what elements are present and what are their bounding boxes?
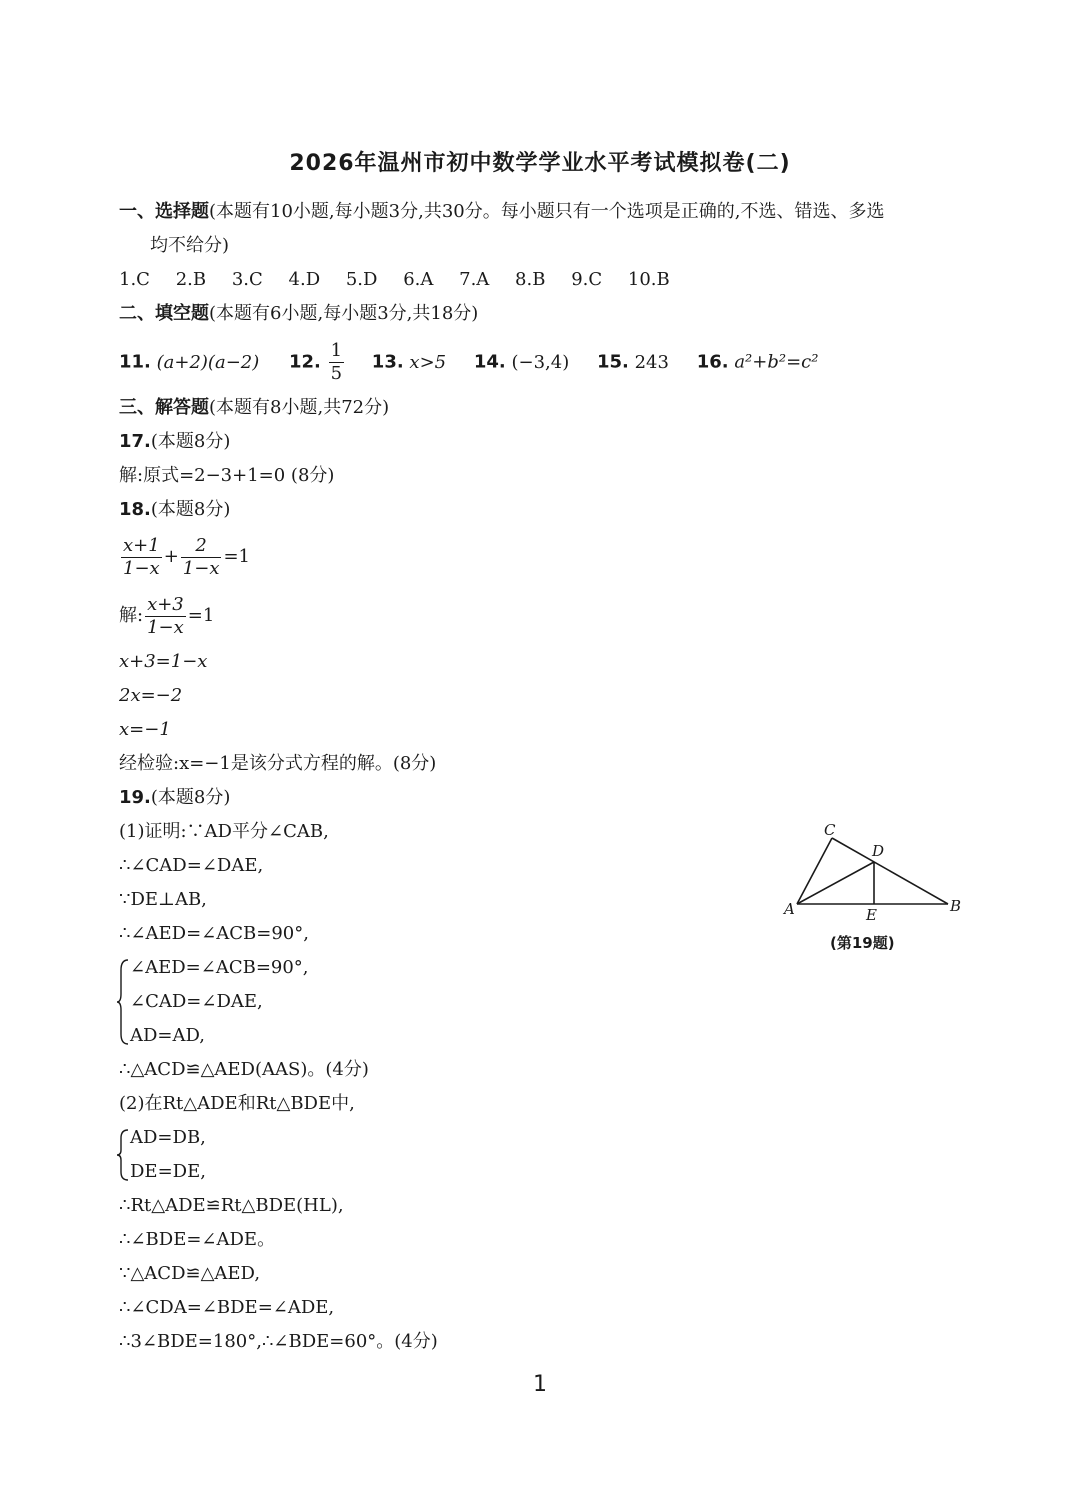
answer-12-denominator: 5 (330, 363, 343, 384)
q18-label: 18. (119, 499, 151, 520)
q19-p2-line-5: ∴∠CDA=∠BDE=∠ADE, (119, 1297, 335, 1318)
q18-step-3: x=−1 (119, 719, 171, 740)
q19-system1-line-3: AD=AD, (130, 1025, 206, 1046)
q17-score: (本题8分) (150, 431, 231, 452)
section2-desc: (本题有6小题,每小题3分,共18分) (209, 303, 479, 324)
vertex-label-E: E (866, 906, 877, 924)
vertex-label-C: C (824, 821, 836, 839)
q18-sol-prefix: 解: (119, 605, 144, 626)
section1-desc: (本题有10小题,每小题3分,共30分。每小题只有一个选项是正确的,不选、错选、多选 (209, 201, 885, 222)
q18-eq-fraction-1 (121, 535, 162, 580)
answer-11-num: 11. (119, 351, 151, 373)
answer-15: 243 (634, 351, 669, 373)
q19-p1-line-3: ∵DE⊥AB, (119, 889, 207, 910)
q18-score: (本题8分) (150, 499, 231, 520)
q18-sol-numerator: x+3 (147, 593, 184, 615)
answer-6: 6.A (403, 269, 434, 290)
q18-eq-numerator-2: 2 (181, 535, 222, 558)
q18-header (119, 498, 230, 522)
q19-system1-line-2: ∠CAD=∠DAE, (130, 991, 263, 1012)
answer-16: a²+b²=c² (734, 351, 819, 373)
answer-5: 5.D (345, 269, 378, 290)
section1-desc-cont: 均不给分) (150, 235, 230, 256)
answer-12-numerator: 1 (330, 340, 343, 361)
q17-label: 17. (119, 431, 151, 452)
answer-2: 2.B (175, 269, 207, 290)
q19-system2-line-1: AD=DB, (130, 1127, 206, 1148)
q18-eq-numerator-1: x+1 (123, 534, 160, 556)
q19-label: 19. (119, 787, 151, 808)
q18-sol-rhs: =1 (187, 605, 215, 626)
vertex-label-A: A (784, 900, 795, 918)
answer-12-fraction (329, 340, 344, 385)
answer-1: 1.C (119, 269, 150, 290)
answer-14: (−3,4) (511, 351, 570, 373)
q18-eq-denominator-1: 1−x (123, 557, 160, 579)
answer-13: x>5 (409, 351, 447, 373)
q17-header (119, 430, 230, 454)
answer-12-num: 12. (288, 351, 321, 373)
q19-system2-line-2: DE=DE, (130, 1161, 206, 1182)
q19-p2-line-6: ∴3∠BDE=180°,∴∠BDE=60°。(4分) (119, 1331, 438, 1352)
q18-eq-rhs: =1 (223, 546, 251, 567)
q18-sol-fraction (145, 594, 186, 639)
section1-header (119, 200, 884, 224)
q18-step-1: x+3=1−x (119, 651, 208, 672)
q19-p1-line-4: ∴∠AED=∠ACB=90°, (119, 923, 309, 944)
q18-eq-plus: + (163, 546, 179, 567)
answer-11: (a+2)(a−2) (156, 351, 260, 373)
q18-solution-start (119, 592, 214, 640)
q19-p2-line-3: ∴∠BDE=∠ADE。 (119, 1229, 276, 1250)
section2-answers (119, 340, 818, 385)
answer-13-num: 13. (371, 351, 404, 373)
section2-heading: 二、填空题 (119, 303, 209, 324)
q19-p1-conclusion: ∴△ACD≌△AED(AAS)。(4分) (119, 1059, 369, 1080)
q17-solution: 解:原式=2−3+1=0 (8分) (119, 465, 335, 486)
answer-14-num: 14. (473, 351, 506, 373)
segment-CB (832, 838, 948, 904)
q19-p2-line-1: (2)在Rt△ADE和Rt△BDE中, (119, 1093, 355, 1114)
q18-step-2: 2x=−2 (119, 685, 183, 706)
q19-system1-line-1: ∠AED=∠ACB=90°, (130, 957, 309, 978)
page-title: 2026年温州市初中数学学业水平考试模拟卷(二) (289, 151, 791, 176)
q19-header (119, 786, 230, 810)
section1-heading: 一、选择题 (119, 201, 209, 222)
q18-eq-denominator-2: 1−x (182, 557, 220, 579)
figure-caption: (第19题) (830, 934, 895, 952)
section1-answers (119, 268, 690, 292)
system-brace-1 (116, 958, 130, 1046)
page-number: 1 (533, 1372, 547, 1397)
q18-equation (119, 533, 250, 581)
q19-p1-line-2: ∴∠CAD=∠DAE, (119, 855, 264, 876)
q19-p1-line-1: (1)证明:∵AD平分∠CAB, (119, 821, 329, 842)
q19-p2-line-4: ∵△ACD≌△AED, (119, 1263, 261, 1284)
vertex-label-B: B (950, 897, 962, 915)
answer-7: 7.A (459, 269, 490, 290)
answer-16-num: 16. (696, 351, 729, 373)
answer-9: 9.C (571, 269, 603, 290)
answer-15-num: 15. (596, 351, 629, 373)
q18-check: 经检验:x=−1是该分式方程的解。(8分) (119, 753, 437, 774)
q19-score: (本题8分) (150, 787, 231, 808)
q19-p2-line-2: ∴Rt△ADE≌Rt△BDE(HL), (119, 1195, 344, 1216)
answer-3: 3.C (231, 269, 263, 290)
section3-heading: 三、解答题 (119, 397, 209, 418)
answer-10: 10.B (627, 269, 670, 290)
section3-header (119, 396, 389, 420)
answer-8: 8.B (515, 269, 546, 290)
vertex-label-D: D (872, 842, 885, 860)
section3-desc: (本题有8小题,共72分) (209, 397, 390, 418)
q18-eq-fraction-2 (181, 535, 222, 580)
q18-sol-denominator: 1−x (147, 616, 184, 638)
section2-header (119, 302, 478, 326)
answer-4: 4.D (288, 269, 321, 290)
system-brace-2 (116, 1128, 130, 1182)
